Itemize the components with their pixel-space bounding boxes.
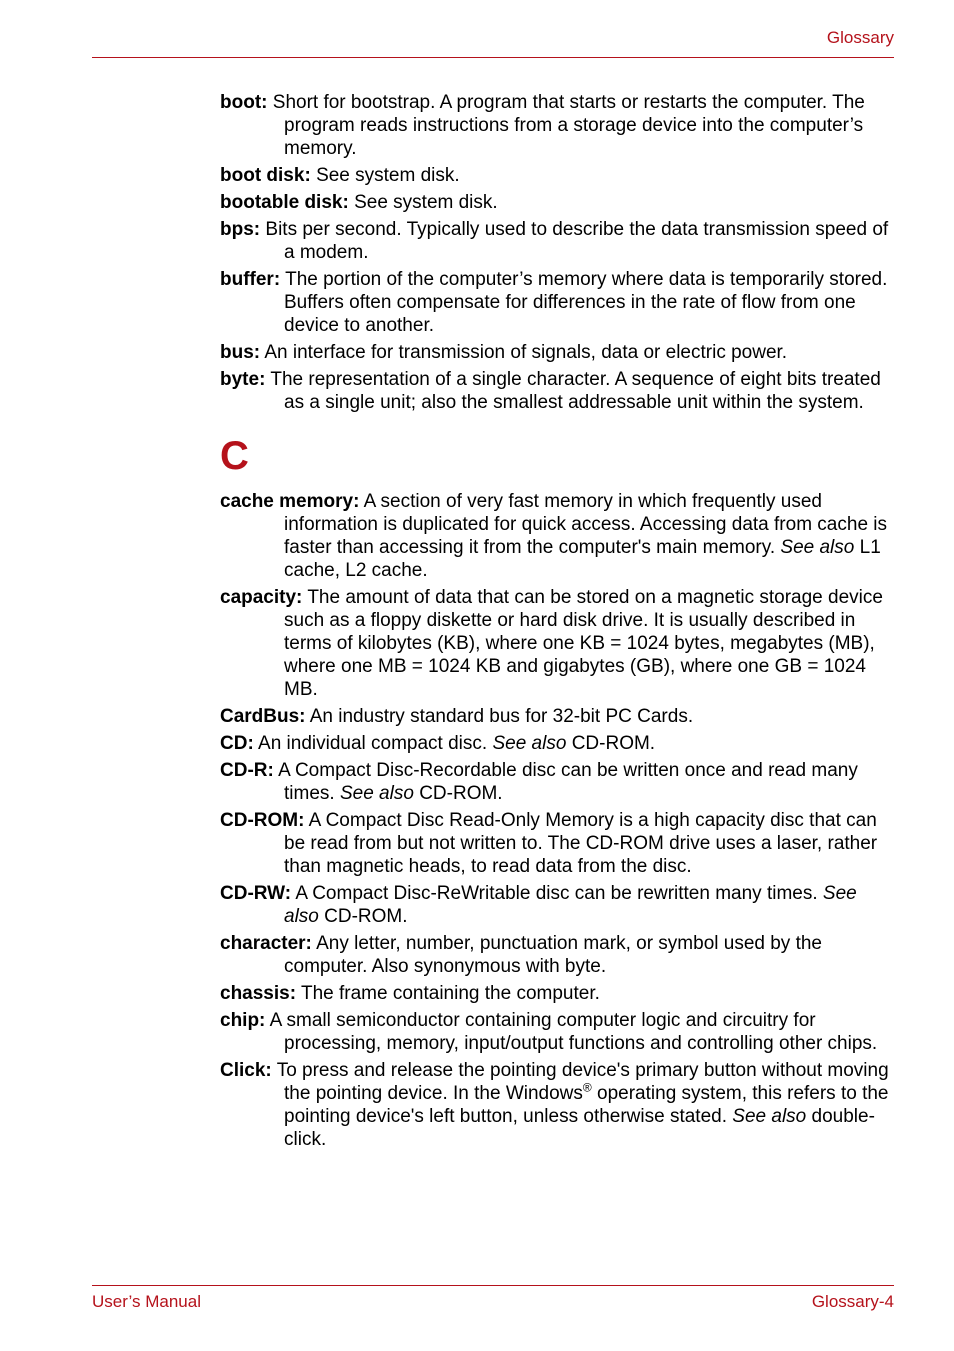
- entry-term: boot disk:: [220, 165, 311, 186]
- glossary-entry-bootable-disk: [220, 191, 896, 214]
- see-also-label: See also: [732, 1106, 807, 1127]
- entry-term: bootable disk:: [220, 192, 349, 213]
- glossary-content: [220, 91, 896, 1155]
- see-also-label: See also: [492, 733, 567, 754]
- entry-term: CD-ROM:: [220, 810, 305, 831]
- entry-definition: A section of very fast memory in which frequently used information is duplicated for quick access. Accessing data from cache is faster than accessing it from the computer's main memory.: [284, 491, 888, 558]
- see-also-reference: CD-ROM.: [571, 733, 656, 754]
- glossary-entry-boot: [220, 91, 896, 160]
- page-footer: [92, 1285, 894, 1311]
- entry-definition: A Compact Disc Read-Only Memory is a high capacity disc that can be read from but not written to. The CD-ROM drive uses a laser, rather than magnetic heads, to read data from the disc.: [284, 810, 878, 877]
- glossary-entry-byte: [220, 368, 896, 414]
- entry-term: buffer:: [220, 269, 281, 290]
- glossary-entry-boot-disk: [220, 164, 896, 187]
- glossary-entry-chassis: [220, 982, 896, 1005]
- glossary-entry-bps: [220, 218, 896, 264]
- entry-term: CD-RW:: [220, 883, 292, 904]
- see-also-reference: CD-ROM.: [324, 906, 408, 927]
- entry-term: bps:: [220, 219, 261, 240]
- entry-definition: A Compact Disc-Recordable disc can be written once and read many times.: [278, 760, 858, 804]
- entry-term: bus:: [220, 342, 261, 363]
- entry-term: chip:: [220, 1010, 266, 1031]
- see-also-label: See also: [284, 883, 857, 927]
- entry-term: character:: [220, 933, 312, 954]
- entry-definition: An interface for transmission of signals, data or electric power.: [264, 342, 788, 363]
- entry-definition: A Compact Disc-ReWritable disc can be rewritten many times.: [295, 883, 818, 904]
- glossary-entry-cardbus: [220, 705, 896, 728]
- footer-manual-title: User’s Manual: [92, 1292, 201, 1311]
- glossary-entry-cd: [220, 732, 896, 755]
- entry-definition: Bits per second. Typically used to describe the data transmission speed of a modem.: [265, 219, 889, 263]
- entry-term: capacity:: [220, 587, 303, 608]
- header-section-title: Glossary: [826, 28, 894, 47]
- entry-definition: The representation of a single character. A sequence of eight bits treated as a single unit; also the smallest addressable unit within the system.: [270, 369, 881, 413]
- page-header: [92, 27, 894, 58]
- entry-term: Click:: [220, 1060, 272, 1081]
- entry-definition: operating system, this refers to the pointing device's left button, unless otherwise stated.: [284, 1083, 889, 1127]
- entry-definition: A small semiconductor containing computer logic and circuitry for processing, memory, input/output functions and controlling other chips.: [269, 1010, 878, 1054]
- entry-definition: An industry standard bus for 32-bit PC Cards.: [309, 706, 694, 727]
- entry-definition: Any letter, number, punctuation mark, or symbol used by the computer. Also synonymous with byte.: [284, 933, 822, 977]
- entry-term: CD-R:: [220, 760, 274, 781]
- glossary-entry-click: [220, 1059, 896, 1151]
- glossary-entry-cache-memory: [220, 490, 896, 582]
- glossary-entry-capacity: [220, 586, 896, 701]
- glossary-entry-bus: [220, 341, 896, 364]
- entry-term: byte:: [220, 369, 266, 390]
- see-also-label: See also: [339, 783, 414, 804]
- entry-definition: The portion of the computer’s memory where data is temporarily stored. Buffers often compensate for differences in the rate of flow from one device to another.: [284, 269, 888, 336]
- entry-definition: See system disk.: [354, 192, 498, 213]
- see-also-reference: CD-ROM.: [419, 783, 503, 804]
- entry-definition: The frame containing the computer.: [300, 983, 600, 1004]
- entry-term: CardBus:: [220, 706, 306, 727]
- glossary-entry-character: [220, 932, 896, 978]
- entry-definition: An individual compact disc.: [258, 733, 488, 754]
- entry-term: CD:: [220, 733, 254, 754]
- entry-term: chassis:: [220, 983, 297, 1004]
- glossary-entry-cd-rw: [220, 882, 896, 928]
- registered-mark: ®: [582, 1080, 592, 1095]
- see-also-label: See also: [780, 537, 855, 558]
- glossary-entry-chip: [220, 1009, 896, 1055]
- glossary-entry-cd-rom: [220, 809, 896, 878]
- entry-definition: Short for bootstrap. A program that starts or restarts the computer. The program reads instructions from a storage device into the computer’s memory.: [272, 92, 865, 159]
- entry-definition: See system disk.: [316, 165, 460, 186]
- entry-definition: The amount of data that can be stored on a magnetic storage device such as a floppy diskette or hard disk drive. It is usually described in terms of kilobytes (KB), where one KB = 1024 bytes, megabytes (MB), where one MB = 1024 KB and gigabytes (GB), where one GB = 1024 MB.: [284, 587, 883, 700]
- entry-definition-start: To press and release the pointing device's primary button without moving the pointing device. In the Windows: [276, 1060, 889, 1104]
- glossary-entry-buffer: [220, 268, 896, 337]
- glossary-entry-cd-r: [220, 759, 896, 805]
- entry-term: boot:: [220, 92, 268, 113]
- footer-page-number: Glossary-4: [811, 1292, 894, 1311]
- entry-term: cache memory:: [220, 491, 360, 512]
- see-also-reference: double-click.: [284, 1106, 875, 1150]
- letter-heading-c: C: [220, 434, 249, 478]
- see-also-reference: L1 cache, L2 cache.: [284, 537, 881, 581]
